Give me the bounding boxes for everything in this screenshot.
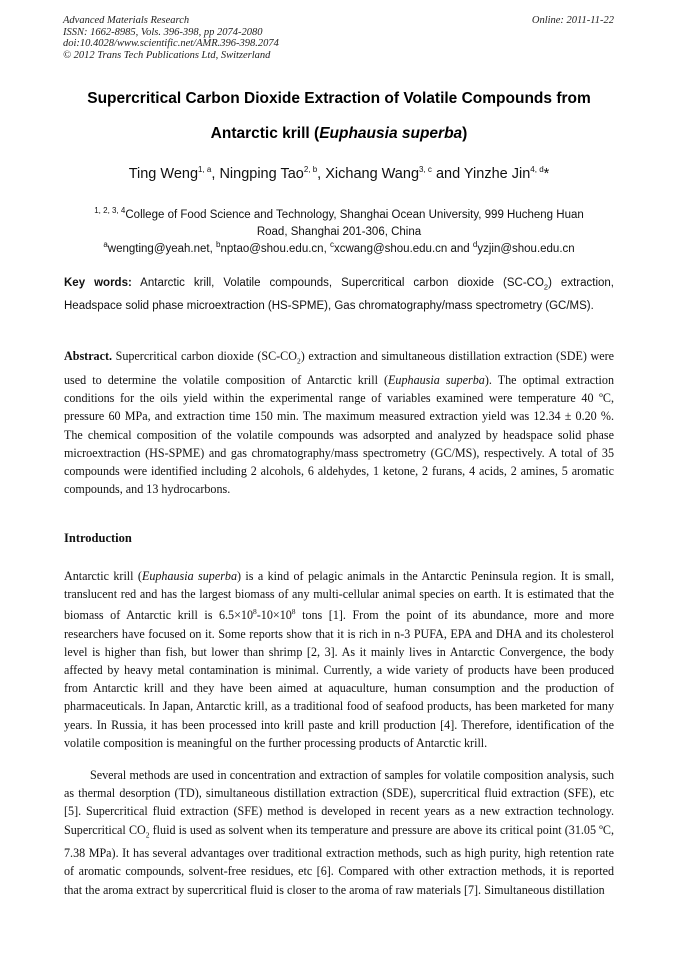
section-heading-introduction: Introduction bbox=[64, 531, 132, 545]
paper-title-line2: Antarctic krill (Euphausia superba) bbox=[210, 125, 468, 142]
journal-header bbox=[63, 15, 279, 61]
intro-paragraph: Several methods are used in concentration and extraction of samples for volatile composition analysis, such as thermal desorption (TD), simultaneous distillation extraction (SDE), supercritical fluid extraction (SFE), etc [5]. Supercritical fluid extraction (SFE) method is developed in recent years as a new extraction technology. Supercritical $CO_2$ fluid is used as solvent when its temperature and pressure are above its critical point (31.05 ºC, 7.38 MPa). It has several advantages over traditional extraction methods, such as high purity, high retention rate of aromatic compounds, solvent-free residues, etc [6]. Compared with other extraction methods, it is reported that the aroma extract by supercritical fluid is closer to the aroma of raw materials [7]. Simultaneous distillation bbox=[64, 768, 615, 897]
email-link[interactable]: yzjin@shou.edu.cn bbox=[477, 242, 575, 255]
corresponding-star: * bbox=[543, 165, 550, 182]
paper-title-line1: Supercritical Carbon Dioxide Extraction of Volatile Compounds from bbox=[87, 90, 591, 107]
species-name: Euphausia superba bbox=[319, 125, 463, 142]
email-link[interactable]: nptao@shou.edu.cn bbox=[220, 242, 324, 255]
author-name: Xichang Wang bbox=[325, 165, 420, 182]
abstract: Abstract. Supercritical carbon dioxide $(SC-CO_2)$ extraction and simultaneous distillation extraction (SDE) were used to determine the volatile composition of Antarctic krill (Euphausia superba). The optimal extraction conditions for the oils yield within the experimental range of variables examined were temperature 40 ºC, pressure 60 MPa, and extraction time 150 min. The maximum measured extraction yield was 12.34 ± 0.20 %. The chemical composition of the volatile compounds was adsorpted and analyzed by headspace solid phase microextraction (HS-SPME) and gas chromatography/mass spectrometry (GC/MS), respectively. A total of 35 compounds were identified including 2 alcohols, 6 aldehydes, 1 ketone, 2 furans, 4 acids, 2 amines, 5 aromatic compounds, and 13 hydrocarbons. bbox=[64, 349, 614, 497]
issn-line: ISSN: 1662-8985, Vols. 396-398, pp 2074-2080 bbox=[63, 26, 263, 38]
author-name: Yinzhe Jin bbox=[463, 165, 531, 182]
keywords-label: Key words: bbox=[64, 277, 132, 289]
journal-name: Advanced Materials Research bbox=[63, 15, 190, 26]
intro-paragraph: Antarctic krill (Euphausia superba) is a kind of pelagic animals in the Antarctic Peninsula region. It is small, translucent red and has the largest biomass of any multi-cellular animal species on earth. It is estimated that the biomass of Antarctic krill is $6.5\times 10^8-10\times 10^8$ tons [1]. From the point of its abundance, more and more researchers have focused on it. Some reports show that it is rich in n-3 PUFA, EPA and DHA and its cholesterol level is higher than fish, but lower than shrimp [2, 3]. As it mainly lives in Antarctic Convergence, the body affected by heavy metal contamination is minimal. Currently, a wide variety of products have been produced from Antarctic krill and they have been aimed at aquaculture, human consumption and the production of pharmaceuticals. In Japan, Antarctic krill, as a traditional food of seafood products, has been marketed for many years. In Russia, it has been processed into krill paste and krill production [4]. Therefore, identification of the volatile composition is meaningful on the further processing products of Antarctic krill. bbox=[64, 569, 615, 750]
affiliation: $^{1, 2, 3, 4}$College of Food Science and Technology, Shanghai Ocean University, 999 Hucheng Huan Road, Shanghai 201-306, China bbox=[94, 206, 584, 238]
abstract-label: Abstract. bbox=[64, 349, 113, 363]
doi-line: doi:10.4028/www.scientific.net/AMR.396-398.2074 bbox=[63, 38, 279, 50]
author-name: Ningping Tao bbox=[219, 165, 304, 182]
copyright-line: © 2012 Trans Tech Publications Ltd, Switzerland bbox=[63, 49, 271, 61]
online-date: Online: 2011-11-22 bbox=[531, 15, 614, 26]
author-name: Ting Weng bbox=[128, 165, 199, 182]
email-link[interactable]: wengting@yeah.net bbox=[107, 242, 210, 255]
author-list: Ting Weng$^{1, a}$, Ningping Tao$^{2, b}$, Xichang Wang$^{3, c}$ and Yinzhe Jin$^{4, d}$* bbox=[128, 165, 550, 182]
keywords: Key words: Antarctic krill, Volatile compounds, Supercritical carbon dioxide $(SC-CO_2)$ extraction, Headspace solid phase microextraction (HS-SPME), Gas chromatography/mass spectrometry (GC/MS). bbox=[64, 277, 614, 312]
email-link[interactable]: xcwang@shou.edu.cn bbox=[333, 242, 448, 255]
author-emails: $^a$wengting@yeah.net, $^b$nptao@shou.edu.cn, $^c$xcwang@shou.edu.cn and $^d$yzjin@shou.edu.cn bbox=[103, 240, 575, 255]
